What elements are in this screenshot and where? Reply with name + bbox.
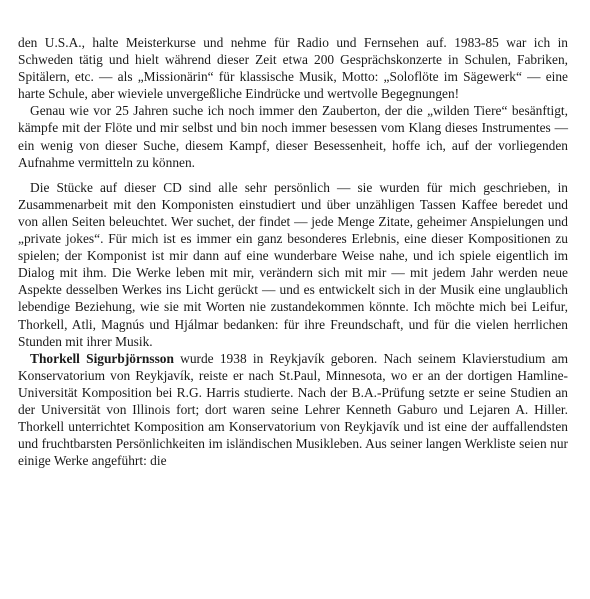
paragraph-1-text: den U.S.A., halte Meisterkurse und nehme für Radio und Fernsehen auf. 1983-85 war ich in Schweden tätig und hielt während dieser Zeit etwa 200 Gesprächskonzerte in Schulen, Fabriken, Spitälern, etc. — als „Missionärin“ für klassische Musik, Motto: „Soloflöte im Sägewerk“ — eine harte Schule, aber wieviele unvergeßliche Eindrücke und wertvolle Begegnungen! [18, 35, 568, 102]
paragraph-3 [18, 179, 568, 350]
paragraph-1 [18, 34, 568, 102]
composer-name: Thorkell Sigurbjörnsson [30, 350, 174, 366]
paragraph-2 [18, 102, 568, 170]
paragraph-3-text: Die Stücke auf dieser CD sind alle sehr persönlich — sie wurden für mich geschrieben, in Zusammenarbeit mit den Komponisten einstudiert und über unzähligen Tassen Kaffee beredet und von allen Seiten beleuchtet. Wer suchet, der findet — jede Menge Zitate, geheimer Anspielungen und „private jokes“. Für mich ist es immer ein ganz besonderes Erlebnis, eine dieser Kompositionen zu spielen; der Komponist ist mir dann auf eine wunderbare Weise nahe, und ich spiele eigentlich im Dialog mit ihm. Die Werke leben mit mir, verändern sich mit mir — mit jedem Jahr werden neue Aspekte desselben Werkes ins Licht gerückt — und es entwickelt sich in der Musik eine unglaublich lebendige Beziehung, wie sie mit Worten nie zustandekommen könnte. Ich möchte mich bei Leifur, Thorkell, Atli, Magnús und Hjálmar bedanken: für ihre Freundschaft, und für die vielen herrlichen Stunden mit ihrer Musik. [18, 179, 568, 349]
paragraph-2-text: Genau wie vor 25 Jahren suche ich noch immer den Zauberton, der die „wilden Tiere“ besänftigt, kämpfe mit der Flöte und mir selbst und bin noch immer besessen vom Klang dieses Instrumentes — ein wenig von dieser Suche, diesem Kampf, dieser Besessenheit, hoffe ich, auf der vorliegenden Aufnahme vermitteln zu können. [18, 103, 568, 170]
paragraph-4-text: wurde 1938 in Reykjavík geboren. Nach seinem Klavierstudium am Konservatorium von Reykjavík, reiste er nach St.Paul, Minnesota, wo er an der dortigen Hamline-Universität Komposition bei R.G. Harris studierte. Nach der B.A.-Prüfung setzte er seine Studien an der Universität von Illinois fort; dort waren seine Lehrer Kenneth Gaburo und Lejaren A. Hiller. Thorkell unterrichtet Komposition am Konservatorium von Reykjavík und ist eine der auffallendsten und fruchtbarsten Persönlichkeiten im isländischen Musikleben. Aus seiner langen Werkliste seien nur einige Werke angeführt: die [18, 350, 568, 469]
document-page [18, 34, 568, 469]
paragraph-4 [18, 350, 568, 470]
